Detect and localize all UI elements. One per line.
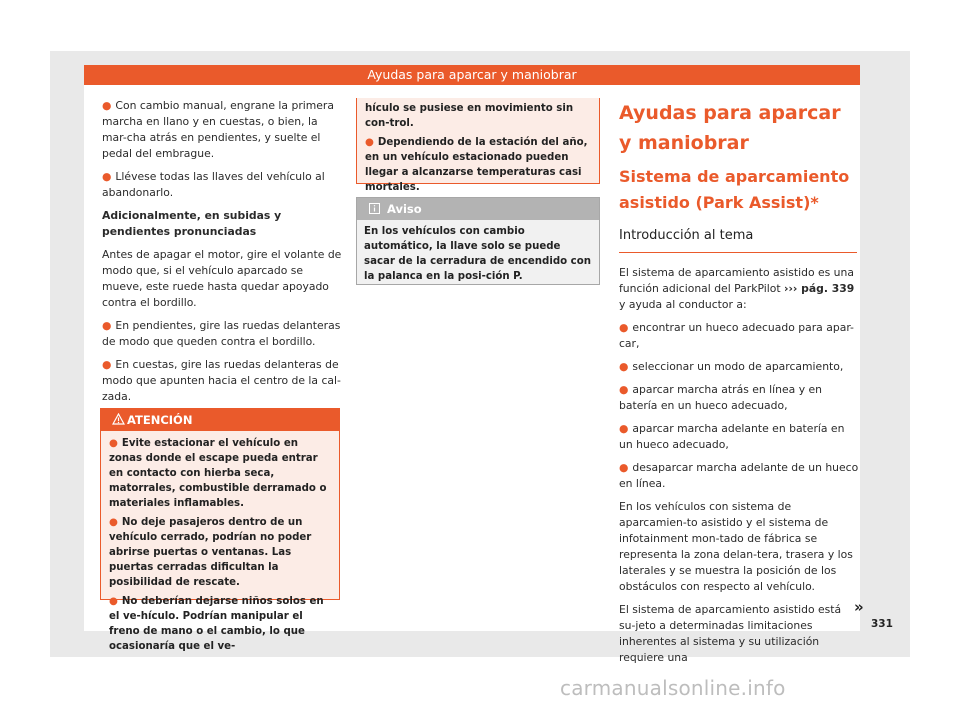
bullet-icon: ● [619, 360, 629, 373]
column-left [102, 98, 342, 412]
watermark: carmanualsonline.info [560, 676, 786, 700]
page-header: Ayudas para aparcar y maniobrar [84, 65, 860, 85]
topic-heading: Introducción al tema [619, 226, 857, 253]
bullet-icon: ● [109, 596, 118, 607]
list-item: ● Evite estacionar el vehículo en zonas donde el escape pueda entrar en contacto con hierba seca, matorrales, combustible derramado o materiales inflamables. [109, 438, 327, 509]
bullet-icon: ● [619, 321, 629, 334]
warning-triangle-icon [112, 413, 125, 425]
paragraph: En los vehículos con sistema de aparcamien-to asistido y el sistema de infotainment mon-tado de fábrica se representa la zona delan-tera, trasera y los laterales y se muestra la posición de los obstáculos con respecto al vehículo. [619, 500, 853, 593]
note-header [357, 198, 599, 220]
bullet-icon: ● [619, 422, 629, 435]
bullet-icon: ● [619, 383, 629, 396]
warning-title: ATENCIÓN [127, 413, 193, 427]
warning-box-continued [356, 98, 600, 193]
subheading: Adicionalmente, en subidas y pendientes pronunciadas [102, 209, 282, 238]
list-item: ● En cuestas, gire las ruedas delanteras de modo que apunten hacia el centro de la cal-zada. [102, 358, 341, 403]
section-title: Ayudas para aparcar y maniobrar [619, 102, 841, 154]
bullet-icon: ● [365, 137, 374, 148]
list-item: ● Con cambio manual, engrane la primera marcha en llano y en cuestas, o bien, la mar-cha atrás en pendientes, y suelte el pedal del embrague. [102, 99, 334, 160]
list-item: ● En pendientes, gire las ruedas delanteras de modo que queden contra el bordillo. [102, 319, 341, 348]
bullet-icon: ● [102, 319, 112, 332]
list-item: ● aparcar marcha adelante en batería en un hueco adecuado, [619, 422, 845, 451]
warning-box [100, 408, 340, 652]
note-box [356, 197, 600, 285]
section-subtitle: Sistema de aparcamiento asistido (Park Assist)* [619, 167, 850, 212]
bullet-icon: ● [102, 358, 112, 371]
note-body: En los vehículos con cambio automático, la llave solo se puede sacar de la cerradura de encendido con la palanca en la posi-ción P. [364, 226, 591, 282]
list-item: ● aparcar marcha atrás en línea y en batería en un hueco adecuado, [619, 383, 823, 412]
info-icon [369, 203, 380, 214]
continue-icon: » [854, 598, 864, 616]
page-reference-link[interactable]: ››› pág. 339 [784, 282, 855, 295]
list-item: ● encontrar un hueco adecuado para apar-car, [619, 321, 854, 350]
warning-body [101, 431, 339, 663]
bullet-icon: ● [102, 170, 112, 183]
warning-header [101, 409, 339, 431]
list-item: ● No deje pasajeros dentro de un vehículo cerrado, podrían no poder abrirse puertas o ventanas. Las puertas cerradas dificultan la posibilidad de rescate. [109, 517, 312, 588]
bullet-icon: ● [109, 517, 118, 528]
paragraph: hículo se pusiese en movimiento sin con-trol. [365, 103, 574, 129]
note-title: Aviso [387, 202, 422, 216]
section-body [619, 265, 859, 666]
list-item: ● Dependiendo de la estación del año, en un vehículo estacionado pueden llegar a alcanzarse temperaturas casi mortales. [365, 137, 588, 193]
bullet-icon: ● [102, 99, 112, 112]
column-right [619, 98, 859, 673]
list-item: ● Llévese todas las llaves del vehículo al abandonarlo. [102, 170, 325, 199]
list-item: ● No deberían dejarse niños solos en el ve-hículo. Podrían manipular el freno de mano o el cambio, lo que ocasionaría que el ve- [109, 596, 324, 652]
paragraph: El sistema de aparcamiento asistido es una función adicional del ParkPilot ››› pág. 339 y ayuda al conductor a: [619, 266, 855, 311]
list-item: ● seleccionar un modo de aparcamiento, [619, 360, 844, 373]
bullet-icon: ● [619, 461, 629, 474]
paragraph: Antes de apagar el motor, gire el volante de modo que, si el vehículo aparcado se mueve, este ruede hasta quedar apoyado contra el bordillo. [102, 248, 342, 309]
paragraph: El sistema de aparcamiento asistido está su-jeto a determinadas limitaciones inherentes al sistema y su utilización requiere una [619, 603, 842, 664]
page-number: 331 [871, 618, 893, 630]
list-item: ● desaparcar marcha adelante de un hueco en línea. [619, 461, 859, 490]
bullet-icon: ● [109, 438, 118, 449]
